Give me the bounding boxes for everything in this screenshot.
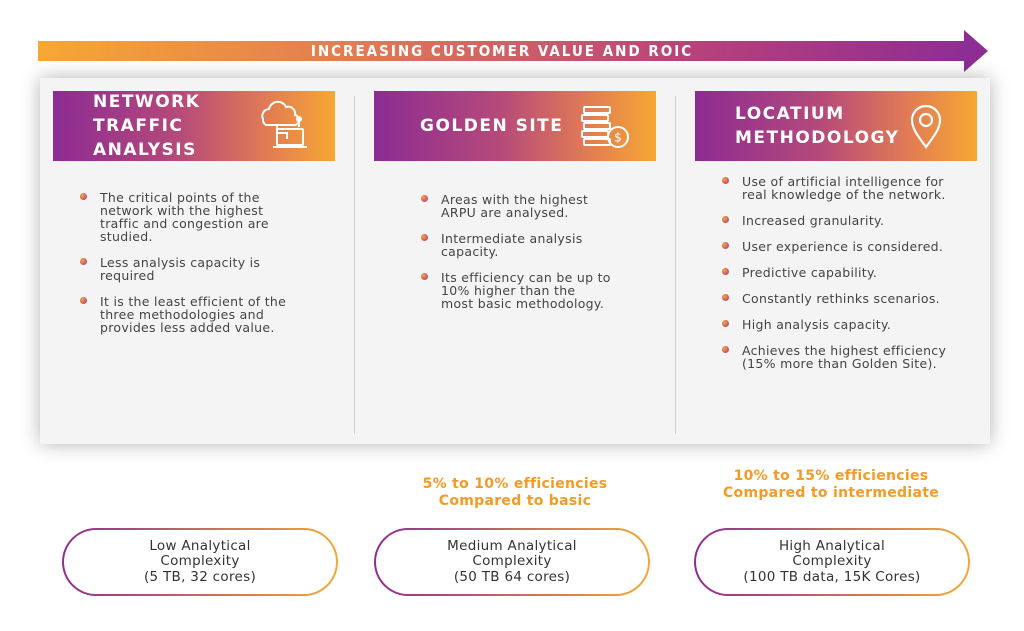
list-item: It is the least efficient of the three methodologies and provides less added value. xyxy=(80,295,298,334)
list-item: Intermediate analysis capacity. xyxy=(421,232,611,258)
column-golden-site xyxy=(374,91,656,311)
bullet-dot xyxy=(421,195,428,202)
pill-content: High Analytical Complexity (100 TB data, 15K Cores) xyxy=(696,530,968,594)
column-locatium xyxy=(695,91,977,371)
bullet-dot xyxy=(722,320,729,327)
bullet-dot xyxy=(421,273,428,280)
list-item: Predictive capability. xyxy=(722,266,957,279)
list-item: High analysis capacity. xyxy=(722,318,957,331)
coin-stack-icon xyxy=(576,99,634,153)
complexity-pill-high xyxy=(694,528,970,596)
list-item: User experience is considered. xyxy=(722,240,957,253)
bullet-list xyxy=(722,175,957,383)
location-pin-icon xyxy=(897,99,955,153)
column-network-traffic xyxy=(53,91,335,335)
pill-content: Low Analytical Complexity (5 TB, 32 cores) xyxy=(64,530,336,594)
efficiency-label-medium: 5% to 10% efficiencies Compared to basic xyxy=(422,476,608,509)
bullet-list xyxy=(421,193,611,323)
bullet-dot xyxy=(722,268,729,275)
bullet-dot xyxy=(722,177,729,184)
value-arrow xyxy=(38,30,988,72)
list-item: Less analysis capacity is required xyxy=(80,256,298,282)
bullet-dot xyxy=(722,242,729,249)
list-item: Achieves the highest efficiency (15% more than Golden Site). xyxy=(722,344,957,370)
bullet-dot xyxy=(80,193,87,200)
list-item: Increased granularity. xyxy=(722,214,957,227)
list-item: Use of artificial intelligence for real knowledge of the network. xyxy=(722,175,957,201)
column-title: LOCATIUM METHODOLOGY xyxy=(735,104,900,148)
methodology-panel xyxy=(40,78,990,444)
column-divider xyxy=(675,96,676,434)
column-divider xyxy=(354,96,355,434)
list-item: Constantly rethinks scenarios. xyxy=(722,292,957,305)
column-header xyxy=(53,91,335,161)
bullet-dot xyxy=(722,216,729,223)
bullet-dot xyxy=(80,297,87,304)
bullet-dot xyxy=(80,258,87,265)
arrow-head xyxy=(964,30,988,72)
svg-text:$: $ xyxy=(614,130,622,145)
complexity-pill-medium xyxy=(374,528,650,596)
column-title: NETWORK TRAFFIC ANALYSIS xyxy=(93,92,201,160)
arrow-label: INCREASING CUSTOMER VALUE AND ROIC xyxy=(310,42,694,60)
list-item: Its efficiency can be up to 10% higher than the most basic methodology. xyxy=(421,271,611,310)
complexity-pill-low xyxy=(62,528,338,596)
column-header xyxy=(695,91,977,161)
list-item: Areas with the highest ARPU are analysed. xyxy=(421,193,611,219)
efficiency-label-high: 10% to 15% efficiencies Compared to intermediate xyxy=(722,468,940,501)
bullet-list xyxy=(80,191,298,347)
bullet-dot xyxy=(421,234,428,241)
pill-content: Medium Analytical Complexity (50 TB 64 cores) xyxy=(376,530,648,594)
bullet-dot xyxy=(722,346,729,353)
bullet-dot xyxy=(722,294,729,301)
column-header xyxy=(374,91,656,161)
column-title: GOLDEN SITE xyxy=(420,116,564,136)
cloud-computer-icon xyxy=(255,99,313,153)
list-item: The critical points of the network with the highest traffic and congestion are studied. xyxy=(80,191,298,243)
